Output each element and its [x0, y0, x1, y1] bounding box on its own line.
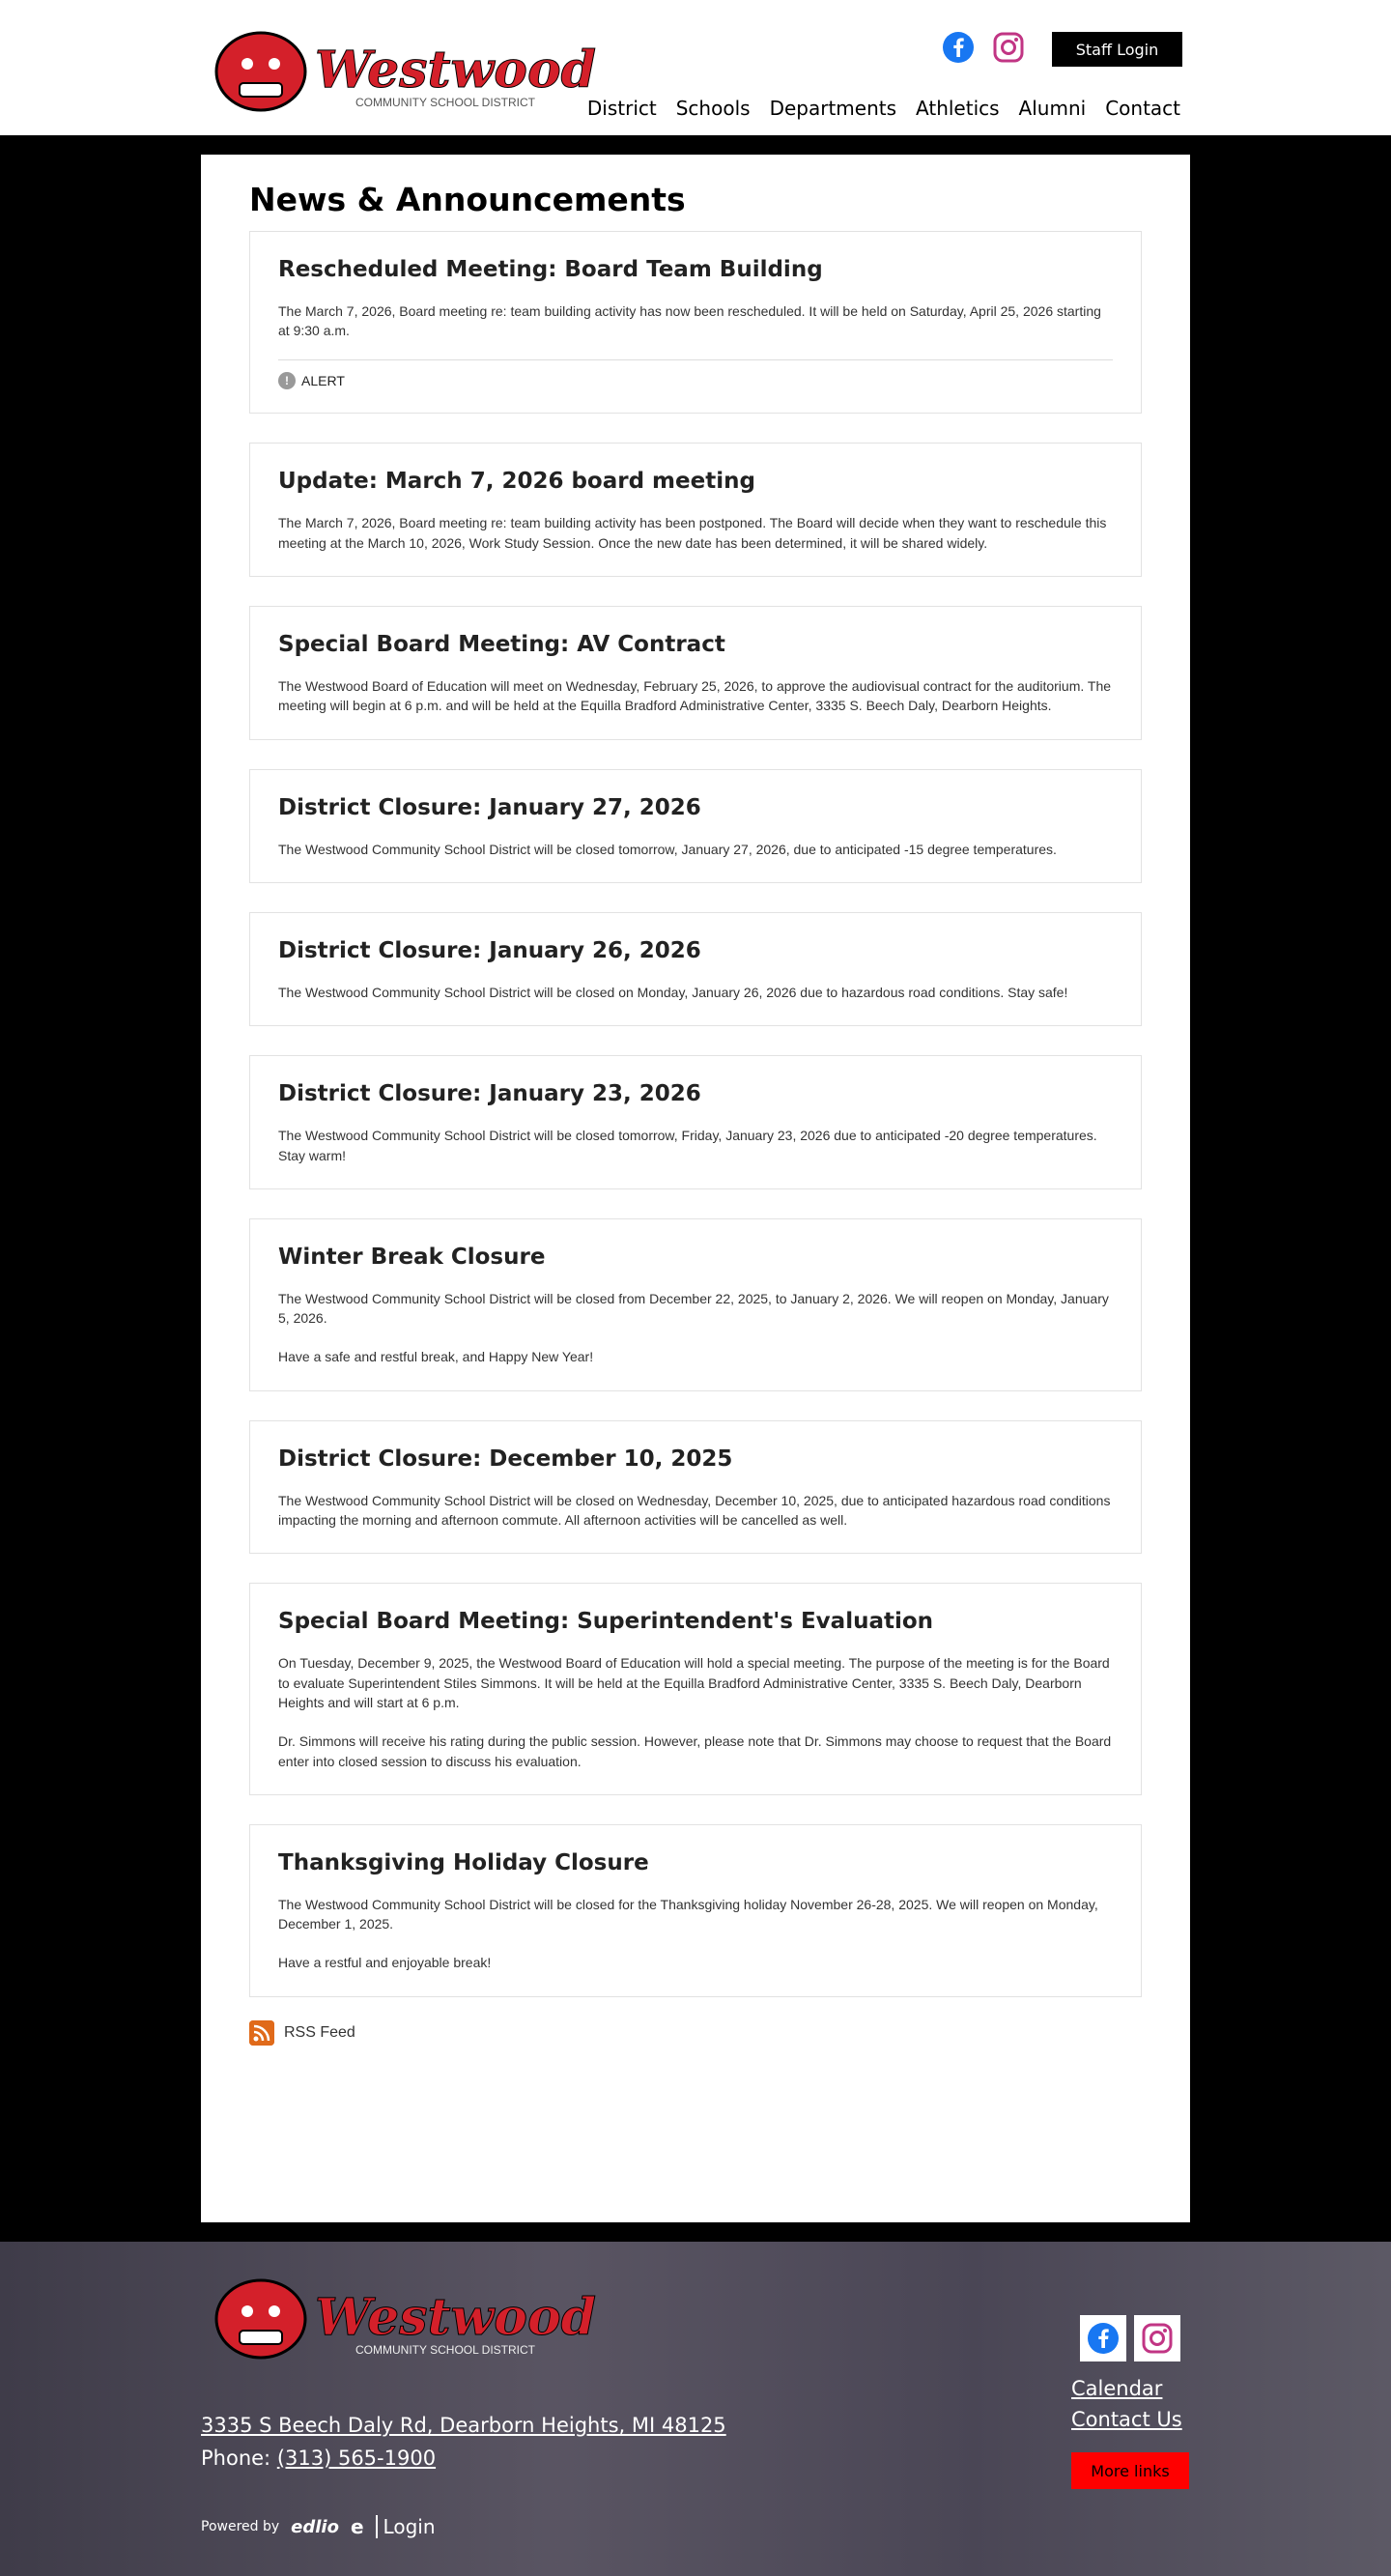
post-card [249, 1824, 1142, 1997]
post-body: The Westwood Community School District will be closed for the Thanksgiving holiday November 26-28, 2025. We will reopen on Monday, December 1, 2025. [278, 1896, 1098, 1932]
nav-schools[interactable]: Schools [675, 97, 751, 120]
edlio-login-link[interactable]: Login [376, 2515, 436, 2538]
post-card [249, 1420, 1142, 1555]
post-body: The Westwood Community School District will be closed from December 22, 2025, to January 2, 2026. We will reopen on Monday, January 5, 2026. [278, 1290, 1109, 1327]
post-card [249, 912, 1142, 1026]
post-title[interactable]: District Closure: January 23, 2026 [278, 1081, 701, 1107]
footer-links [1071, 2377, 1182, 2431]
post-title[interactable]: Thanksgiving Holiday Closure [278, 1849, 649, 1875]
site-header [0, 0, 1391, 135]
footer-phone [201, 2447, 436, 2470]
post-title[interactable]: Special Board Meeting: AV Contract [278, 632, 725, 658]
footer-instagram-icon[interactable] [1134, 2315, 1180, 2361]
post-body: The March 7, 2026, Board meeting re: team building activity has now been rescheduled. It will be held on Saturday, April 25, 2026 starting at 9:30 a.m. [278, 302, 1101, 339]
logo-wordmark: Westwood [315, 41, 597, 100]
post-card [249, 769, 1142, 883]
main-nav [587, 97, 1180, 120]
header-social [942, 31, 1025, 64]
site-footer [0, 2242, 1391, 2576]
post-card [249, 1583, 1142, 1794]
post-card [249, 1218, 1142, 1391]
nav-contact[interactable]: Contact [1105, 97, 1180, 120]
rss-label: RSS Feed [284, 2023, 355, 2041]
footer-social [1080, 2315, 1180, 2361]
alert-icon: ! [278, 372, 296, 389]
post-body: The March 7, 2026, Board meeting re: team building activity has been postponed. The Board will decide when they want to reschedule this meeting at the March 10, 2026, Work Study Session. Once the new date has been determined, it will be shared widely. [278, 515, 1107, 551]
edlio-e-icon: e [350, 2515, 364, 2538]
rss-feed-link[interactable] [249, 2020, 1142, 2046]
facebook-icon[interactable] [942, 31, 975, 64]
post-title[interactable]: District Closure: January 26, 2026 [278, 937, 701, 963]
footer-facebook-icon[interactable] [1080, 2315, 1126, 2361]
post-card [249, 606, 1142, 740]
edlio-logo[interactable]: edlio [291, 2516, 339, 2537]
footer-logo[interactable] [211, 2275, 597, 2363]
phone-label: Phone: [201, 2447, 277, 2470]
post-card [249, 231, 1142, 415]
post-title[interactable]: Update: March 7, 2026 board meeting [278, 469, 755, 495]
footer-link-contact[interactable]: Contact Us [1071, 2408, 1182, 2431]
more-links-button[interactable]: More links [1071, 2452, 1189, 2489]
main-wrapper [0, 135, 1391, 2242]
alert-label: ALERT [301, 373, 345, 389]
post-body: Have a safe and restful break, and Happy New Year! [278, 1349, 594, 1365]
footer-link-calendar[interactable]: Calendar [1071, 2377, 1163, 2400]
nav-departments[interactable]: Departments [769, 97, 897, 120]
nav-alumni[interactable]: Alumni [1018, 97, 1087, 120]
staff-login-button[interactable]: Staff Login [1052, 32, 1182, 67]
logo-subtext: COMMUNITY SCHOOL DISTRICT [355, 96, 536, 109]
powered-by [201, 2515, 436, 2538]
footer-logo-subtext: COMMUNITY SCHOOL DISTRICT [355, 2343, 536, 2357]
instagram-icon[interactable] [992, 31, 1025, 64]
footer-logo-wordmark: Westwood [315, 2288, 597, 2347]
nav-district[interactable]: District [586, 97, 657, 120]
post-title[interactable]: District Closure: December 10, 2025 [278, 1445, 733, 1472]
post-alert-tag [278, 359, 1113, 389]
post-title[interactable]: District Closure: January 27, 2026 [278, 794, 701, 820]
nav-athletics[interactable]: Athletics [916, 97, 1000, 120]
post-title[interactable]: Special Board Meeting: Superintendent's Evaluation [278, 1609, 934, 1635]
post-body: The Westwood Community School District will be closed on Monday, January 26, 2026 due to hazardous road conditions. Stay safe! [278, 984, 1068, 1000]
post-body: The Westwood Community School District will be closed on Wednesday, December 10, 2025, due to anticipated hazardous road conditions impacting the morning and afternoon commute. All afternoon activities will be cancelled as well. [278, 1492, 1111, 1529]
post-body: The Westwood Community School District will be closed tomorrow, January 27, 2026, due to anticipated -15 degree temperatures. [278, 841, 1057, 857]
main-content [201, 155, 1190, 2222]
page-title: News & Announcements [249, 181, 686, 218]
post-title[interactable]: Rescheduled Meeting: Board Team Building [278, 256, 823, 282]
post-card [249, 1055, 1142, 1189]
post-body: The Westwood Board of Education will meet on Wednesday, February 25, 2026, to approve the audiovisual contract for the auditorium. The meeting will begin at 6 p.m. and will be held at the Equilla Bradford Administrative Center, 3335 S. Beech Daly, Dearborn Heights. [278, 678, 1112, 714]
district-logo[interactable] [211, 27, 597, 116]
phone-link[interactable]: (313) 565-1900 [276, 2447, 437, 2470]
rss-icon [249, 2020, 274, 2046]
post-body: On Tuesday, December 9, 2025, the Westwood Board of Education will hold a special meeting. The purpose of the meeting is for the Board to evaluate Superintendent Stiles Simmons. It will be held at the Equilla Bradford Administrative Center, 3335 S. Beech Daly, Dearborn Heights and will start at 6 p.m. [278, 1655, 1110, 1710]
post-body: The Westwood Community School District will be closed tomorrow, Friday, January 23, 2026 due to anticipated -20 degree temperatures. Stay warm! [278, 1128, 1097, 1163]
post-card [249, 443, 1142, 577]
powered-label: Powered by [201, 2519, 280, 2534]
post-body: Have a restful and enjoyable break! [278, 1955, 492, 1971]
footer-address[interactable]: 3335 S Beech Daly Rd, Dearborn Heights, MI 48125 [201, 2414, 726, 2437]
post-body: Dr. Simmons will receive his rating during the public session. However, please note that Dr. Simmons may choose to request that the Board enter into closed session to discuss his evaluation. [278, 1733, 1112, 1769]
post-title[interactable]: Winter Break Closure [278, 1244, 546, 1270]
